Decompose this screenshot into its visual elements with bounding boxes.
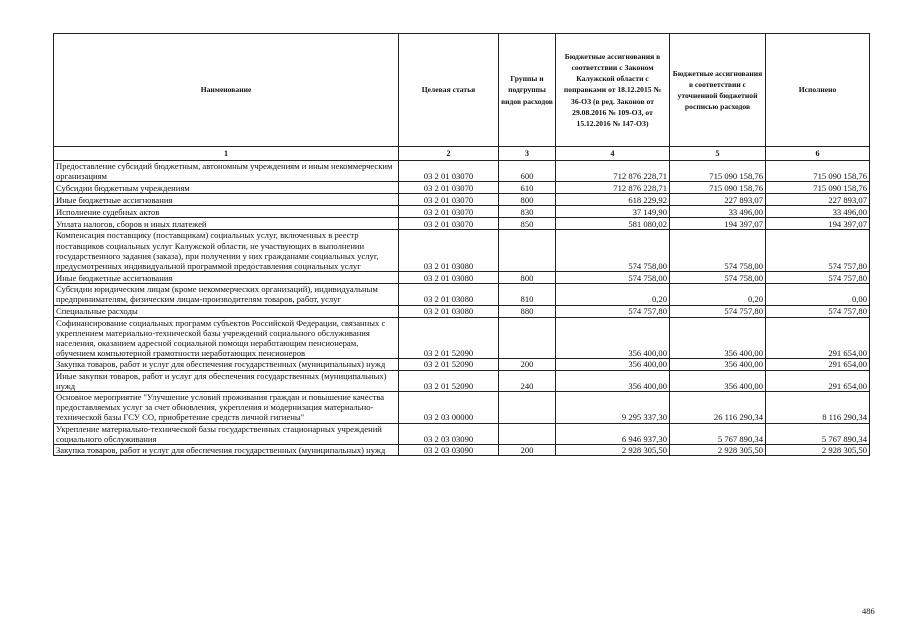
table-row [54, 218, 870, 230]
row-executed: 715 090 158,76 [766, 182, 870, 194]
row-budget-refined: 5 767 890,34 [670, 423, 766, 444]
row-target-code: 03 2 01 03070 [399, 161, 499, 182]
page-number: 486 [862, 606, 875, 616]
row-name: Исполнение судебных актов [54, 206, 399, 218]
row-name: Закупка товаров, работ и услуг для обеспечения государственных (муниципальных) нужд [54, 445, 399, 456]
row-budget-law: 2 928 305,50 [556, 445, 670, 456]
row-executed: 5 767 890,34 [766, 423, 870, 444]
row-executed: 227 893,07 [766, 194, 870, 206]
row-executed: 574 757,80 [766, 272, 870, 284]
row-budget-refined: 715 090 158,76 [670, 161, 766, 182]
row-budget-refined: 356 400,00 [670, 370, 766, 391]
row-budget-refined: 574 757,80 [670, 305, 766, 317]
table-row [54, 230, 870, 272]
row-budget-law: 574 758,00 [556, 272, 670, 284]
row-expense-group: 200 [499, 359, 556, 370]
budget-table-sheet [53, 33, 869, 456]
row-target-code: 03 2 01 03070 [399, 194, 499, 206]
row-target-code: 03 2 03 00000 [399, 392, 499, 424]
row-target-code: 03 2 01 03080 [399, 272, 499, 284]
row-name: Субсидии юридическим лицам (кроме некоммерческих организаций), индивидуальным предпринимателям, физическим лицам-производителям товаров, работ, услуг [54, 284, 399, 305]
row-expense-group: 610 [499, 182, 556, 194]
row-budget-refined: 574 758,00 [670, 272, 766, 284]
header-name: Наименование [54, 34, 399, 147]
row-name: Иные закупки товаров, работ и услуг для обеспечения государственных (муниципальных) нужд [54, 370, 399, 391]
table-row [54, 359, 870, 370]
row-expense-group: 800 [499, 194, 556, 206]
row-expense-group [499, 317, 556, 359]
row-name: Специальные расходы [54, 305, 399, 317]
row-budget-refined: 227 893,07 [670, 194, 766, 206]
row-budget-law: 9 295 337,30 [556, 392, 670, 424]
row-budget-refined: 26 116 290,34 [670, 392, 766, 424]
row-expense-group: 600 [499, 161, 556, 182]
row-expense-group [499, 392, 556, 424]
row-budget-law: 37 149,90 [556, 206, 670, 218]
row-budget-law: 712 876 228,71 [556, 182, 670, 194]
row-expense-group: 200 [499, 445, 556, 456]
row-target-code: 03 2 01 03080 [399, 284, 499, 305]
row-target-code: 03 2 01 52090 [399, 317, 499, 359]
row-name: Уплата налогов, сборов и иных платежей [54, 218, 399, 230]
column-number: 3 [499, 147, 556, 161]
row-name: Иные бюджетные ассигнования [54, 272, 399, 284]
row-executed: 715 090 158,76 [766, 161, 870, 182]
row-name: Основное мероприятие "Улучшение условий проживания граждан и повышение качества предоставляемых услуг за счет обновления, укрепления и модернизация материально-технической базы ГСУ СО, приобретение средств личной гигиены" [54, 392, 399, 424]
row-budget-law: 356 400,00 [556, 317, 670, 359]
row-target-code: 03 2 03 03090 [399, 445, 499, 456]
row-budget-law: 356 400,00 [556, 370, 670, 391]
header-expense-groups: Группы и подгруппы видов расходов [499, 34, 556, 147]
row-executed: 291 654,00 [766, 359, 870, 370]
row-budget-law: 574 758,00 [556, 230, 670, 272]
row-expense-group: 880 [499, 305, 556, 317]
row-expense-group: 240 [499, 370, 556, 391]
header-executed: Исполнено [766, 34, 870, 147]
row-executed: 574 757,80 [766, 305, 870, 317]
row-executed: 33 496,00 [766, 206, 870, 218]
column-number-row [54, 147, 870, 161]
row-target-code: 03 2 03 03090 [399, 423, 499, 444]
budget-execution-table [53, 33, 870, 456]
table-row [54, 423, 870, 444]
row-executed: 0,00 [766, 284, 870, 305]
row-expense-group: 800 [499, 272, 556, 284]
column-number: 4 [556, 147, 670, 161]
column-number: 5 [670, 147, 766, 161]
row-budget-law: 618 229,92 [556, 194, 670, 206]
row-budget-refined: 356 400,00 [670, 359, 766, 370]
table-header-row [54, 34, 870, 147]
table-row [54, 182, 870, 194]
header-budget-refined: Бюджетные ассигнования в соответствии с уточненной бюджетной росписью расходов [670, 34, 766, 147]
row-name: Предоставление субсидий бюджетным, автономным учреждениям и иным некоммерческим организациям [54, 161, 399, 182]
row-budget-law: 356 400,00 [556, 359, 670, 370]
row-budget-refined: 2 928 305,50 [670, 445, 766, 456]
row-name: Закупка товаров, работ и услуг для обеспечения государственных (муниципальных) нужд [54, 359, 399, 370]
table-row [54, 370, 870, 391]
row-executed: 574 757,80 [766, 230, 870, 272]
column-number: 6 [766, 147, 870, 161]
row-name: Укрепление материально-технической базы государственных стационарных учреждений социального обслуживания [54, 423, 399, 444]
row-budget-refined: 33 496,00 [670, 206, 766, 218]
table-row [54, 445, 870, 456]
row-expense-group [499, 423, 556, 444]
row-name: Субсидии бюджетным учреждениям [54, 182, 399, 194]
row-target-code: 03 2 01 03070 [399, 218, 499, 230]
row-target-code: 03 2 01 03080 [399, 305, 499, 317]
row-budget-law: 0,20 [556, 284, 670, 305]
row-budget-law: 6 946 937,30 [556, 423, 670, 444]
row-budget-law: 574 757,80 [556, 305, 670, 317]
row-expense-group [499, 230, 556, 272]
table-row [54, 194, 870, 206]
row-target-code: 03 2 01 03070 [399, 206, 499, 218]
row-expense-group: 830 [499, 206, 556, 218]
row-executed: 291 654,00 [766, 317, 870, 359]
row-budget-refined: 356 400,00 [670, 317, 766, 359]
column-number: 2 [399, 147, 499, 161]
table-row [54, 206, 870, 218]
column-number: 1 [54, 147, 399, 161]
row-budget-refined: 194 397,07 [670, 218, 766, 230]
row-budget-law: 712 876 228,71 [556, 161, 670, 182]
row-budget-refined: 574 758,00 [670, 230, 766, 272]
table-row [54, 272, 870, 284]
header-budget-law: Бюджетные ассигнования в соответствии с Законом Калужской области с поправками от 18.12.2015 № 36-ОЗ (в ред. Законов от 29.08.2016 № 109-ОЗ, от 15.12.2016 № 147-ОЗ) [556, 34, 670, 147]
table-row [54, 305, 870, 317]
row-executed: 2 928 305,50 [766, 445, 870, 456]
row-expense-group: 810 [499, 284, 556, 305]
row-expense-group: 850 [499, 218, 556, 230]
row-budget-refined: 0,20 [670, 284, 766, 305]
row-name: Софинансирование социальных программ субъектов Российской Федерации, связанных с укреплением материально-технической базы учреждений социального обслуживания населения, оказанием адресной социальной помощи неработающим пенсионерам, обучением компьютерной грамотности неработающих пенсионеров [54, 317, 399, 359]
row-target-code: 03 2 01 52090 [399, 370, 499, 391]
table-row [54, 284, 870, 305]
row-executed: 8 116 290,34 [766, 392, 870, 424]
row-executed: 194 397,07 [766, 218, 870, 230]
row-executed: 291 654,00 [766, 370, 870, 391]
table-row [54, 161, 870, 182]
row-target-code: 03 2 01 03070 [399, 182, 499, 194]
table-row [54, 392, 870, 424]
table-row [54, 317, 870, 359]
row-name: Иные бюджетные ассигнования [54, 194, 399, 206]
row-target-code: 03 2 01 52090 [399, 359, 499, 370]
row-name: Компенсация поставщику (поставщикам) социальных услуг, включенных в реестр поставщиков социальных услуг Калужской области, не участвующих в выполнении государственного задания (заказа), при получении у них гражданами социальных услуг, предусмотренных индивидуальной программой предоставления социальных услуг [54, 230, 399, 272]
header-target-article: Целевая статья [399, 34, 499, 147]
row-target-code: 03 2 01 03080 [399, 230, 499, 272]
row-budget-law: 581 080,02 [556, 218, 670, 230]
row-budget-refined: 715 090 158,76 [670, 182, 766, 194]
